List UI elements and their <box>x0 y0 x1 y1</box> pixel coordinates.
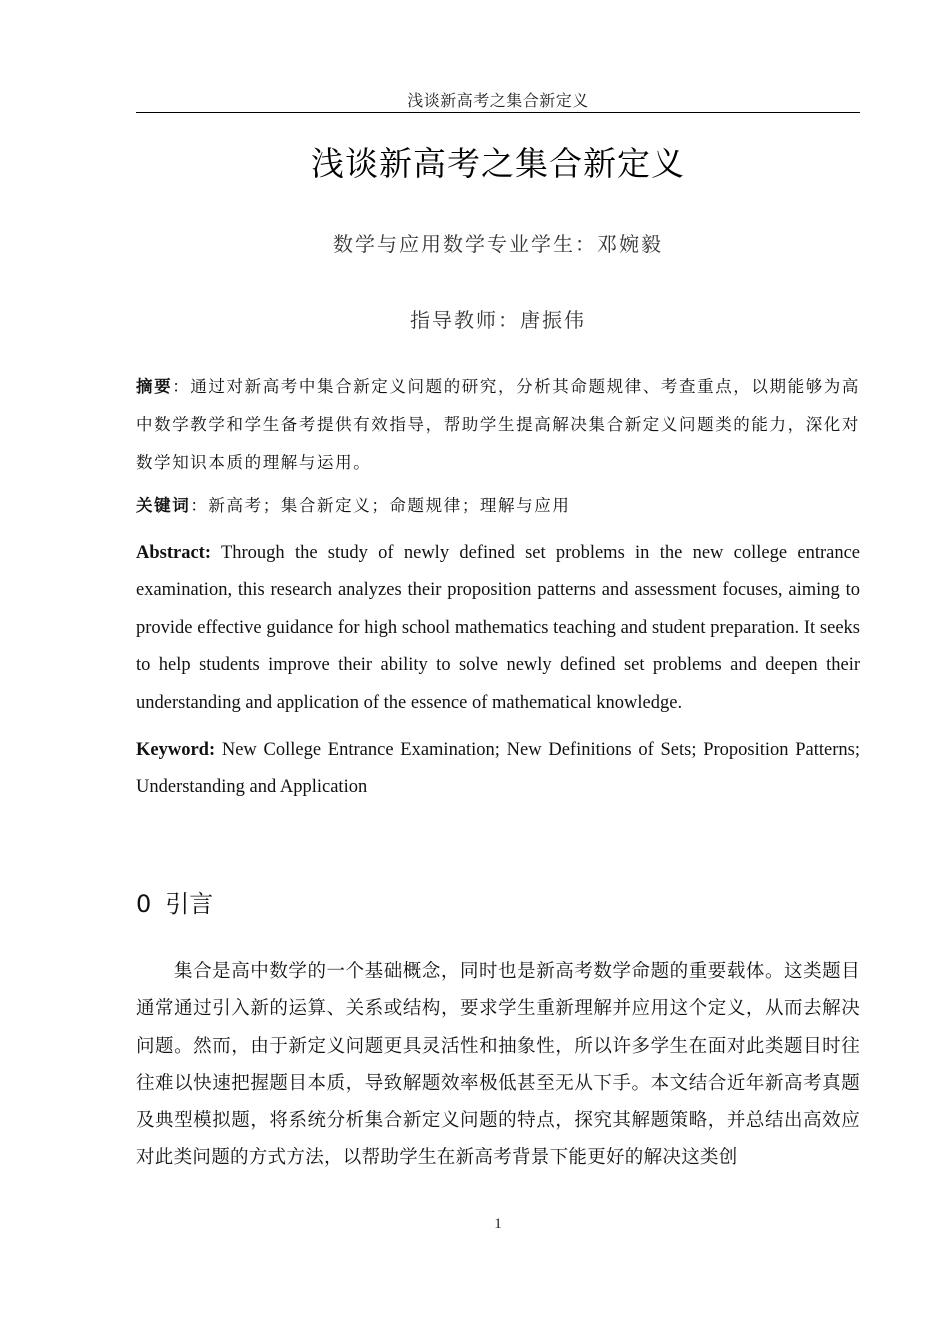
header-rule <box>136 112 860 113</box>
chinese-abstract <box>136 368 860 482</box>
introduction-paragraph: 集合是高中数学的一个基础概念，同时也是新高考数学命题的重要载体。这类题目通常通过引入新的运算、关系或结构，要求学生重新理解并应用这个定义，从而去解决问题。然而，由于新定义问题更具灵活性和抽象性，所以许多学生在面对此类题目时往往难以快速把握题目本质，导致解题效率极低甚至无从下手。本文结合近年新高考真题及典型模拟题，将系统分析集合新定义问题的特点，探究其解题策略，并总结出高效应对此类问题的方式方法，以帮助学生在新高考背景下能更好的解决这类创 <box>136 962 860 1169</box>
section-title: 引言 <box>165 890 214 918</box>
english-abstract-label: Abstract: <box>136 543 212 563</box>
english-keywords-text: New College Entrance Examination; New Definitions of Sets; Proposition Patterns; Understanding and Application <box>136 740 860 798</box>
chinese-keywords-separator: ： <box>190 496 209 515</box>
chinese-abstract-separator: ： <box>172 377 191 396</box>
advisor-line: 指导教师：唐振伟 <box>410 310 586 332</box>
chinese-keywords-text: 新高考；集合新定义；命题规律；理解与应用 <box>208 496 571 515</box>
chinese-abstract-text: 通过对新高考中集合新定义问题的研究，分析其命题规律、考查重点，以期能够为高中数学教学和学生备考提供有效指导，帮助学生提高解决集合新定义问题类的能力，深化对数学知识本质的理解与运用。 <box>136 377 861 472</box>
english-abstract <box>136 535 860 722</box>
chinese-keywords-label: 关键词 <box>136 496 191 515</box>
section-heading-introduction <box>136 886 860 922</box>
running-header: 浅谈新高考之集合新定义 <box>407 93 589 110</box>
author-line: 数学与应用数学专业学生：邓婉毅 <box>333 234 663 256</box>
chinese-abstract-label: 摘要 <box>136 377 173 396</box>
english-abstract-text: Through the study of newly defined set problems in the new college entrance examination, this research analyzes their proposition patterns and assessment focuses, aiming to provide effective guidance for high school mathematics teaching and student preparation. It seeks to help students improve their ability to solve newly defined set problems and deepen their understanding and application of the essence of mathematical knowledge. <box>136 543 860 713</box>
english-keywords <box>136 732 860 807</box>
english-keywords-label: Keyword: <box>136 740 216 760</box>
section-number: 0 <box>136 890 152 918</box>
chinese-keywords <box>136 491 860 521</box>
page-number: 1 <box>494 1216 502 1232</box>
paper-title: 浅谈新高考之集合新定义 <box>311 144 685 183</box>
